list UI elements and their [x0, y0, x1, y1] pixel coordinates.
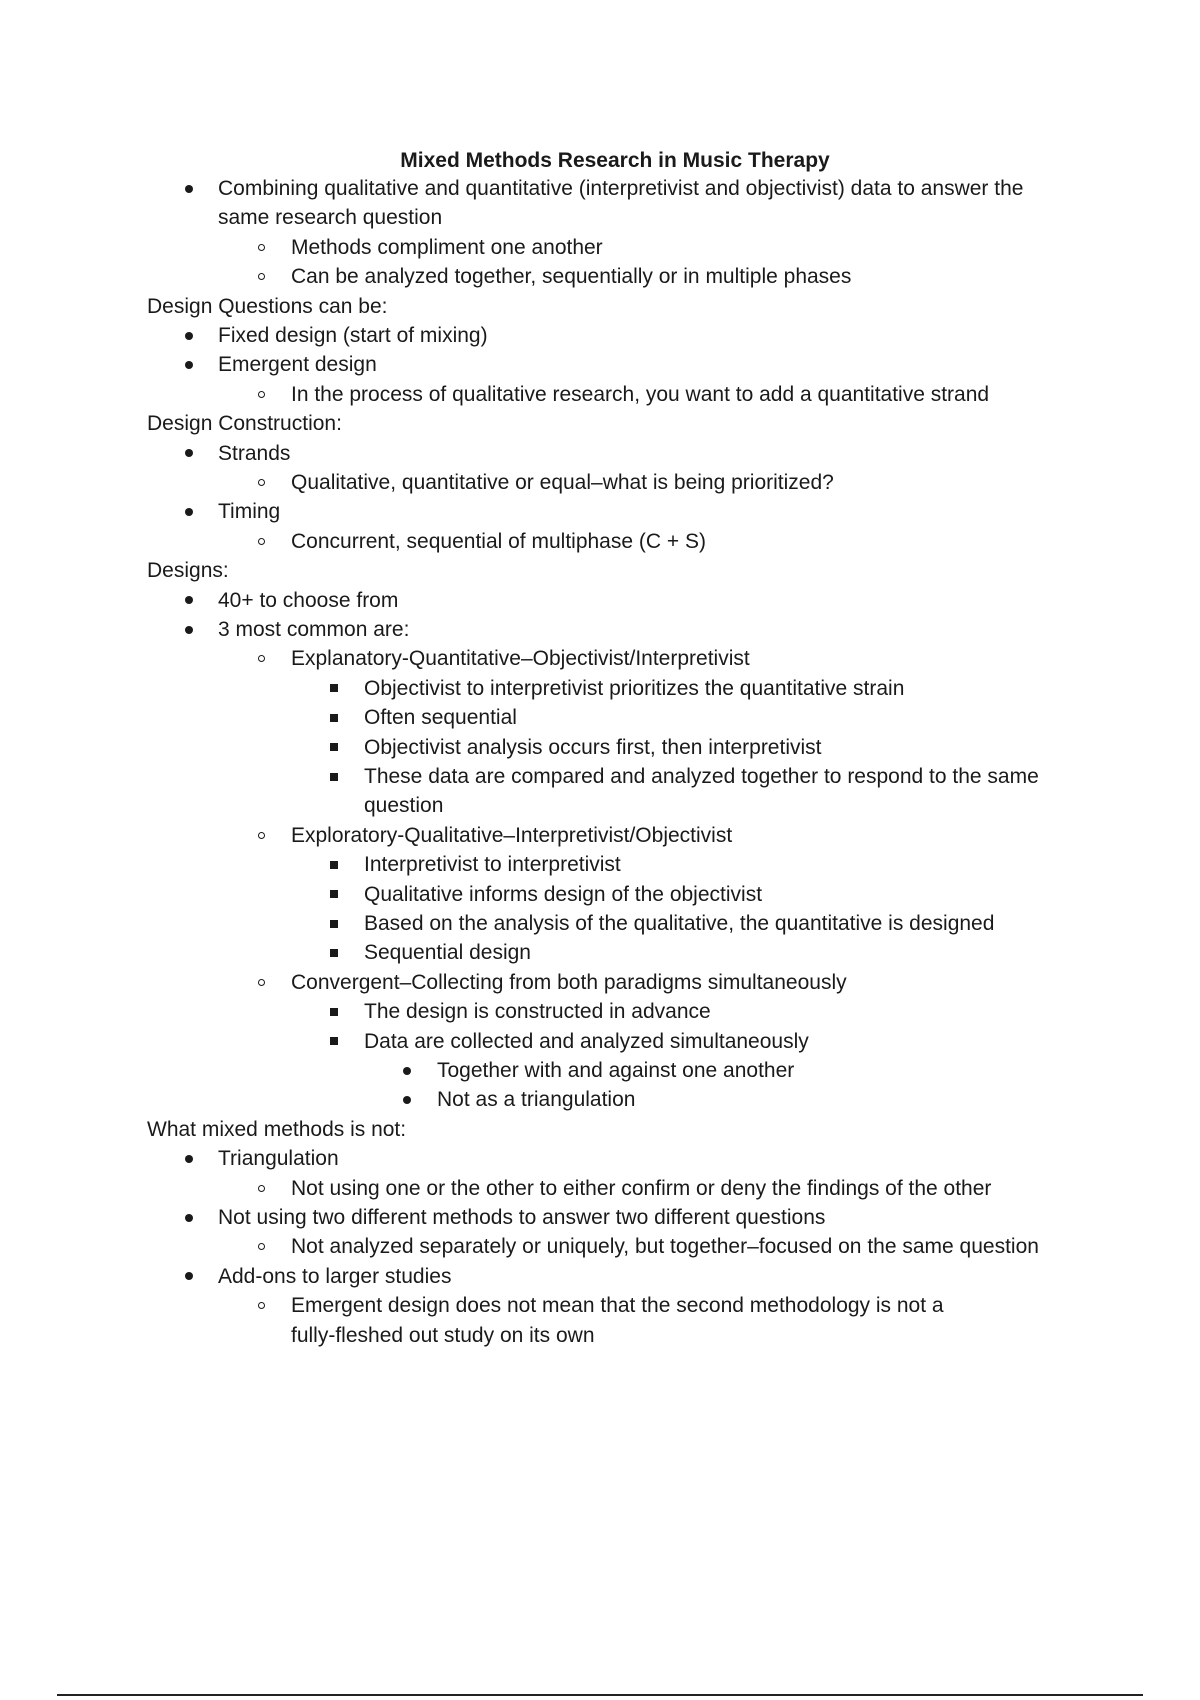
outline-line: Explanatory-Quantitative–Objectivist/Interpretivist — [291, 647, 750, 671]
outline-line: Can be analyzed together, sequentially or in multiple phases — [291, 265, 852, 289]
outline-line: Strands — [218, 441, 291, 465]
bullet-dot-icon — [185, 361, 193, 369]
bullet-square-icon — [330, 714, 338, 722]
bullet-square-icon — [330, 949, 338, 957]
outline-line: Qualitative, quantitative or equal–what is being prioritized? — [291, 471, 834, 494]
outline-line: Design Questions can be: — [147, 294, 388, 318]
bullet-square-icon — [330, 1037, 338, 1045]
outline-line: Often sequential — [364, 706, 517, 730]
bullet-circle-icon — [258, 244, 265, 251]
outline-line: Designs: — [147, 559, 229, 583]
bullet-dot-icon — [185, 1214, 193, 1222]
bullet-dot-icon — [185, 332, 193, 340]
outline-line: same research question — [218, 206, 443, 230]
bottom-rule — [57, 1694, 1143, 1696]
bullet-circle-icon — [258, 273, 265, 280]
outline-line: Not analyzed separately or uniquely, but together–focused on the same question — [291, 1235, 1039, 1259]
bullet-square-icon — [330, 920, 338, 928]
outline-line: Qualitative informs design of the objectivist — [364, 882, 763, 906]
bullet-circle-icon — [258, 1243, 265, 1250]
outline-line: Methods compliment one another — [291, 235, 603, 259]
bullet-square-icon — [330, 861, 338, 869]
bullet-dot-icon — [185, 449, 193, 457]
outline-line: Not using one or the other to either confirm or deny the findings of the other — [291, 1176, 992, 1200]
bullet-dot-icon — [185, 185, 193, 193]
bullet-square-icon — [330, 684, 338, 692]
outline-line: What mixed methods is not: — [147, 1117, 407, 1141]
bullet-circle-icon — [258, 1302, 265, 1309]
outline-line: Data are collected and analyzed simultaneously — [364, 1029, 809, 1053]
bullet-dot-icon — [403, 1067, 411, 1075]
outline-line: Triangulation — [218, 1147, 339, 1171]
bullet-dot-icon — [185, 1155, 193, 1163]
outline-line: Timing — [218, 500, 281, 524]
bullet-circle-icon — [258, 479, 265, 486]
outline-line: Not as a triangulation — [437, 1088, 636, 1112]
bullet-dot-icon — [185, 508, 193, 516]
outline-line: Emergent design does not mean that the second methodology is not a — [291, 1294, 944, 1318]
outline-line: Emergent design — [218, 353, 377, 377]
outline-line: Exploratory-Qualitative–Interpretivist/Objectivist — [291, 823, 733, 847]
bullet-circle-icon — [258, 832, 265, 839]
outline-line: The design is constructed in advance — [364, 1000, 711, 1024]
bullet-dot-icon — [185, 596, 193, 604]
outline-line: In the process of qualitative research, you want to add a quantitative strand — [291, 382, 990, 406]
bullet-square-icon — [330, 890, 338, 898]
outline-line: question — [364, 794, 444, 818]
bullet-circle-icon — [258, 538, 265, 545]
outline-line: These data are compared and analyzed together to respond to the same — [364, 765, 1039, 788]
bullet-circle-icon — [258, 979, 265, 986]
bullet-circle-icon — [258, 655, 265, 662]
outline-line: Objectivist to interpretivist prioritizes the quantitative strain — [364, 676, 905, 700]
bullet-dot-icon — [403, 1096, 411, 1104]
outline-line: Add-ons to larger studies — [218, 1264, 452, 1288]
bullet-dot-icon — [185, 626, 193, 634]
bullet-circle-icon — [258, 1185, 265, 1192]
outline-line: Combining qualitative and quantitative (interpretivist and objectivist) data to answer the — [218, 177, 1024, 200]
bullet-square-icon — [330, 773, 338, 781]
outline-line: 3 most common are: — [218, 618, 410, 641]
outline-line: fully-fleshed out study on its own — [291, 1323, 595, 1347]
bullet-square-icon — [330, 743, 338, 751]
outline-line: Sequential design — [364, 941, 531, 965]
bullet-square-icon — [330, 1008, 338, 1016]
outline-line: Not using two different methods to answer two different questions — [218, 1206, 826, 1229]
bullet-circle-icon — [258, 391, 265, 398]
outline-line: Concurrent, sequential of multiphase (C + S) — [291, 529, 706, 553]
outline-line: Design Construction: — [147, 412, 342, 436]
outline-line: 40+ to choose from — [218, 588, 399, 612]
outline-line: Interpretivist to interpretivist — [364, 853, 621, 877]
outline-line: Based on the analysis of the qualitative, the quantitative is designed — [364, 912, 995, 935]
bullet-dot-icon — [185, 1272, 193, 1280]
outline-line: Fixed design (start of mixing) — [218, 324, 488, 347]
outline-line: Objectivist analysis occurs first, then interpretivist — [364, 735, 822, 759]
outline-line: Convergent–Collecting from both paradigms simultaneously — [291, 970, 847, 994]
document-title: Mixed Methods Research in Music Therapy — [400, 149, 830, 172]
outline-line: Together with and against one another — [437, 1059, 795, 1082]
